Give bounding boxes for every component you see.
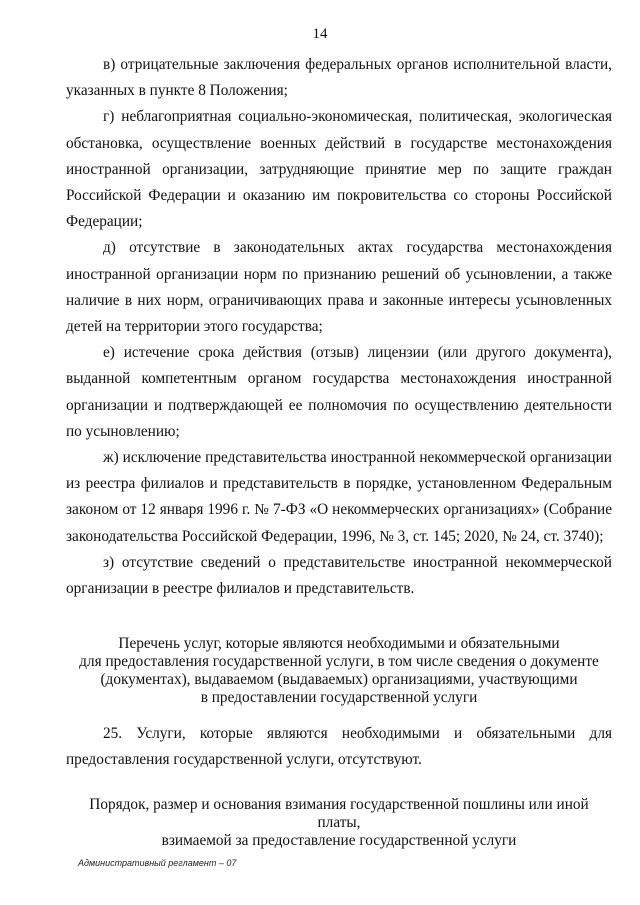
- paragraph-z: з) отсутствие сведений о представительстве иностранной некоммерческой организации в реестре филиалов и представительств.: [66, 553, 612, 598]
- paragraph-25: 25. Услуги, которые являются необходимыми и обязательными для предоставления государственной услуги, отсутствуют.: [66, 725, 612, 769]
- section-heading-fee: [66, 796, 612, 850]
- page-number: 14: [312, 26, 328, 42]
- heading-line: Порядок, размер и основания взимания государственной пошлины или иной платы,: [89, 795, 589, 831]
- page-footer: Административный регламент – 07: [78, 858, 237, 868]
- paragraph-v: в) отрицательные заключения федеральных органов исполнительной власти, указанных в пункте 8 Положения;: [66, 56, 612, 100]
- paragraph-zh: ж) исключение представительства иностранной некоммерческой организации из реестра филиалов и представительств в порядке, установленном Федеральным законом от 12 января 1996 г. № 7-ФЗ «О некоммерческих организациях» (Собрание законодательства Российской Федерации, 1996, № 3, ст. 145; 2020, № 24, ст. 3740);: [66, 449, 612, 545]
- heading-line: (документах), выдаваемом (выдаваемых) организациями, участвующими: [100, 671, 578, 689]
- heading-line: для предоставления государственной услуги, в том числе сведения о документе: [79, 653, 599, 671]
- heading-line: взимаемой за предоставление государственной услуги: [161, 831, 517, 849]
- heading-line: в предоставлении государственной услуги: [200, 689, 478, 707]
- heading-line: Перечень услуг, которые являются необходимыми и обязательными: [118, 635, 560, 653]
- paragraph-d: д) отсутствие в законодательных актах государства местонахождения иностранной организации норм по признанию решений об усыновлении, а также наличие в них норм, ограничивающих права и законные интересы усыновленных детей на территории этого государства;: [66, 239, 612, 336]
- document-body: [66, 52, 612, 850]
- paragraph-g: г) неблагоприятная социально-экономическая, политическая, экологическая обстановка, осуществление военных действий в государстве местонахождения иностранной организации, затрудняющие принятие мер по защите граждан Российской Федерации и оказанию им покровительства со стороны Российской Федерации;: [66, 108, 612, 231]
- section-heading-services: [66, 635, 612, 707]
- paragraph-e: е) истечение срока действия (отзыв) лицензии (или другого документа), выданной компетентным органом государства местонахождения иностранной организации и подтверждающей ее полномочия по осуществлению деятельности по усыновлению;: [66, 344, 612, 440]
